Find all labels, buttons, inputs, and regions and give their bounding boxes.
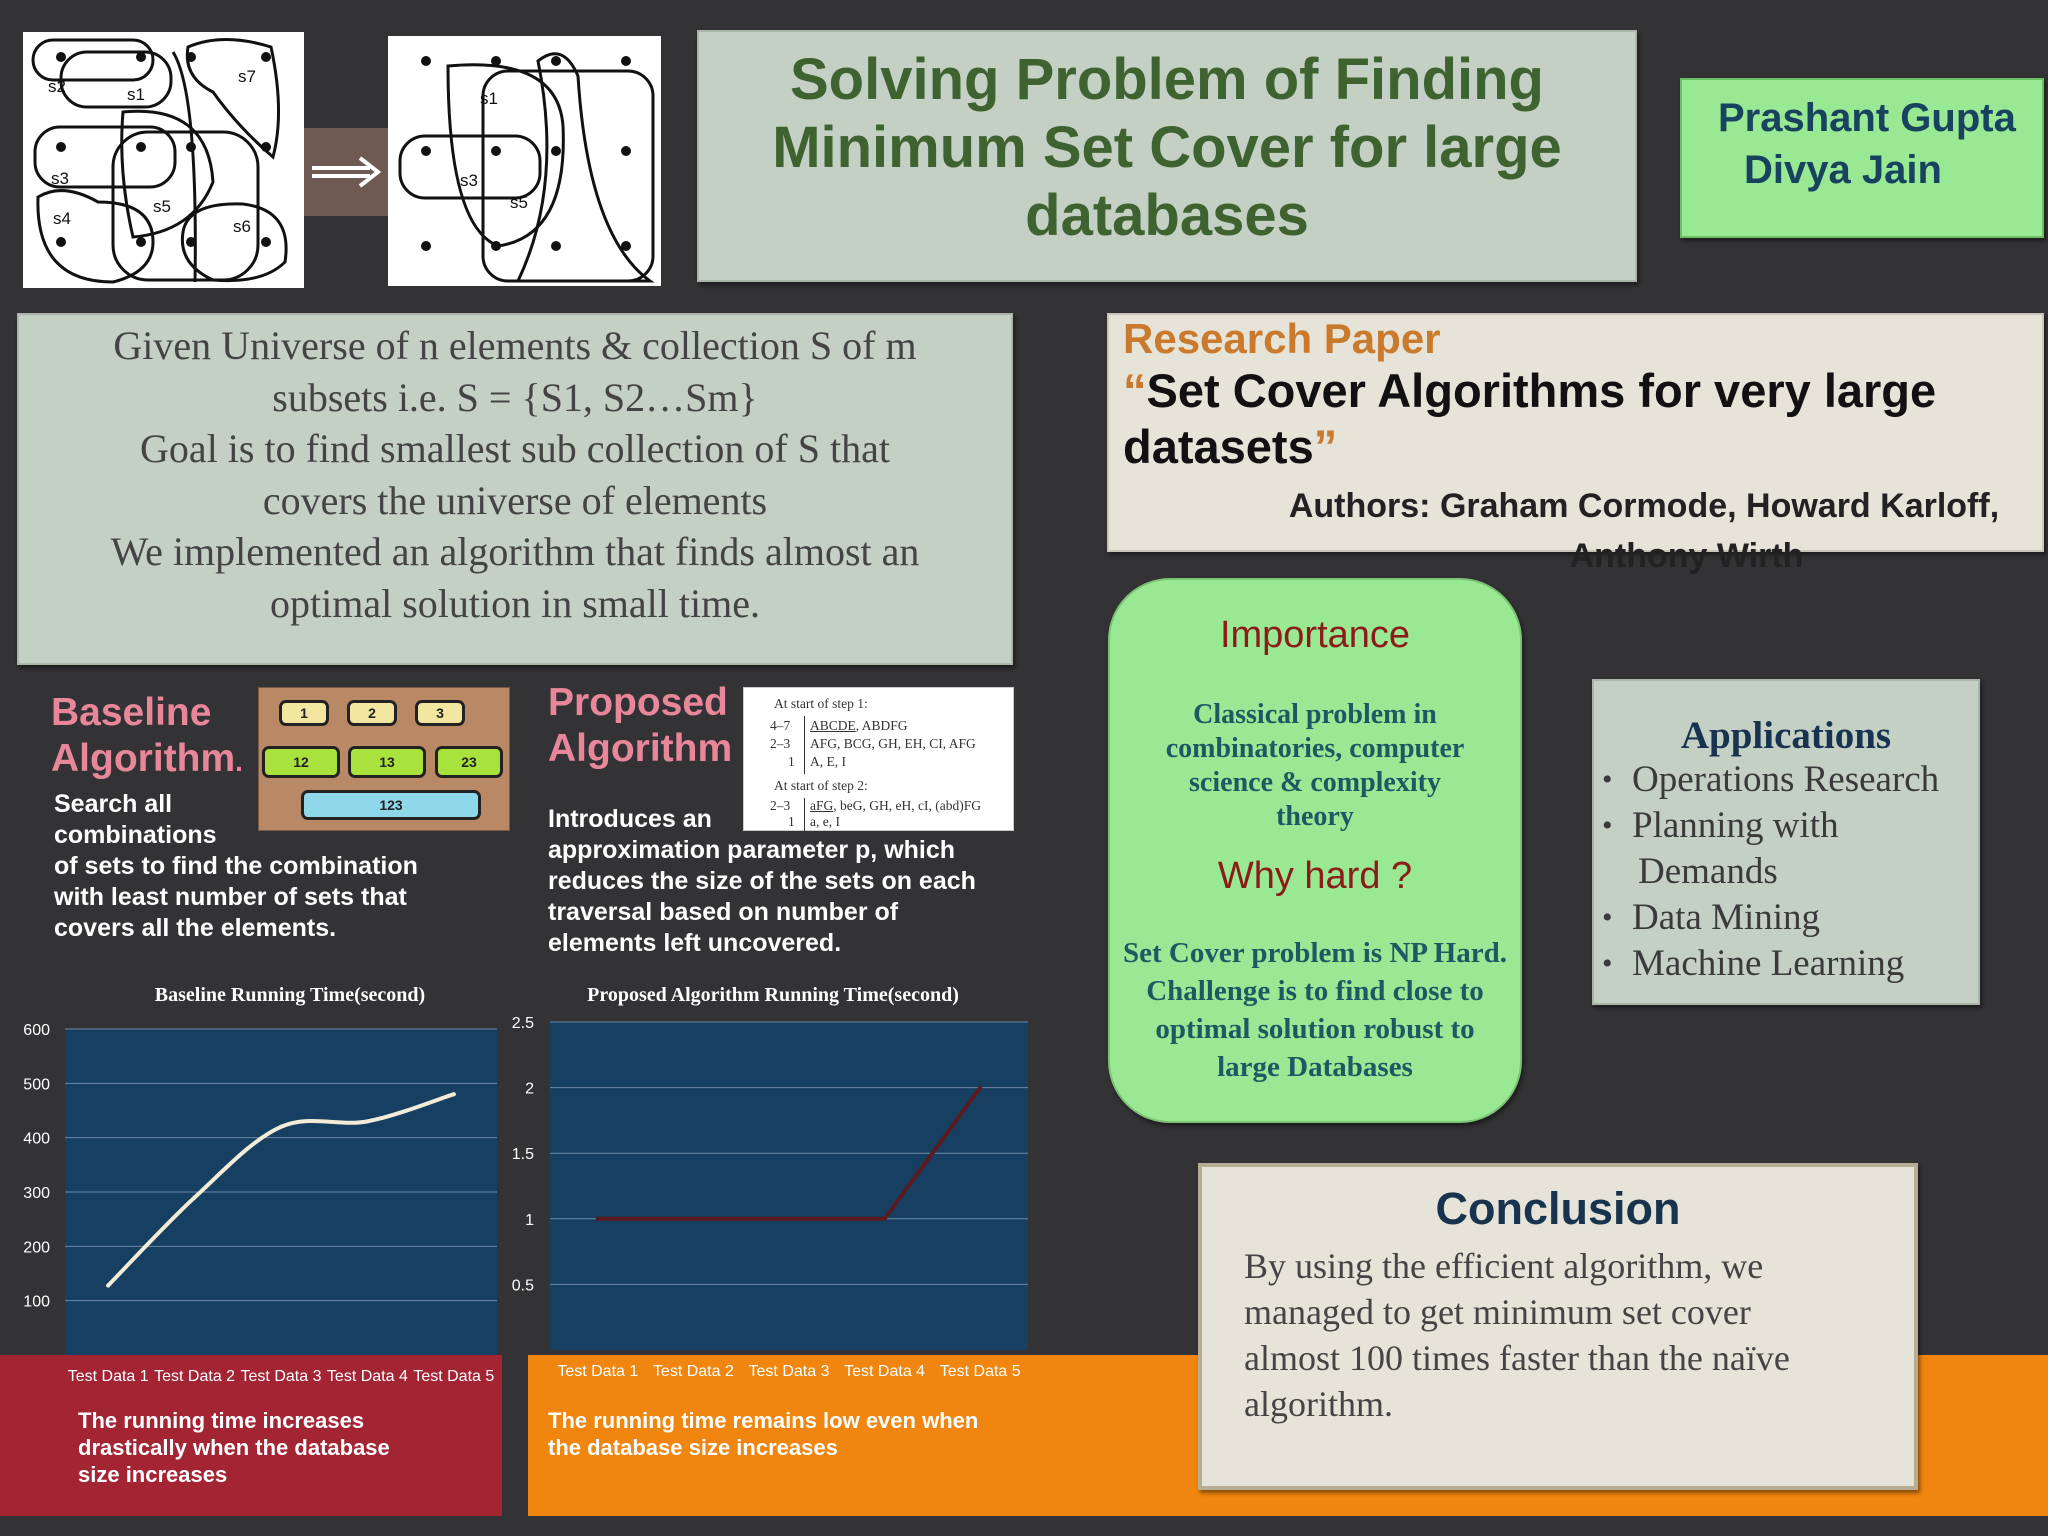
x-tick-label: Test Data 5 <box>939 1363 1021 1380</box>
set-label: s1 <box>127 85 145 104</box>
importance-line: theory <box>1276 801 1354 832</box>
y-tick-label: 0.5 <box>511 1277 534 1295</box>
baseline-note <box>78 1407 390 1488</box>
set-label: s6 <box>233 217 251 236</box>
applications-list <box>1602 757 1939 987</box>
proposed-heading-line: Proposed <box>548 681 728 724</box>
intro-line: We implemented an algorithm that finds almost an <box>110 529 920 574</box>
proposed-note-line: the database size increases <box>548 1435 838 1460</box>
data-point <box>883 1217 887 1221</box>
x-tick-label: Test Data 5 <box>413 1368 495 1385</box>
importance-heading: Importance <box>1219 614 1411 656</box>
combination-pill: 13 <box>348 746 426 778</box>
y-tick-label: 400 <box>23 1130 50 1148</box>
baseline-chart-title: Baseline Running Time(second) <box>154 984 426 1006</box>
data-point <box>106 1283 110 1287</box>
y-tick-label: 300 <box>23 1185 50 1202</box>
baseline-note-line: The running time increases <box>78 1408 365 1433</box>
trace-step-heading: At start of step 2: <box>774 778 868 793</box>
x-tick-label: Test Data 4 <box>326 1368 408 1385</box>
why-hard-line: Set Cover problem is NP Hard. <box>1123 937 1507 969</box>
paper-authors-line: Anthony Wirth <box>1569 537 1804 575</box>
intro-line: Goal is to find smallest sub collection of S that <box>140 426 890 471</box>
data-point <box>978 1086 982 1090</box>
baseline-heading-line: Baseline <box>51 691 212 734</box>
title-line: databases <box>1025 183 1309 248</box>
trace-row-label: 2–3 <box>770 798 791 813</box>
application-item: • Planning with <box>1602 803 1939 849</box>
proposed-runtime-chart <box>500 1005 1040 1385</box>
trace-row-label: 1 <box>788 814 795 829</box>
applications-box <box>1592 679 1980 1005</box>
conclusion-line: managed to get minimum set cover <box>1244 1292 1751 1332</box>
data-point <box>365 1119 369 1123</box>
combination-pill: 1 <box>279 700 329 726</box>
data-point <box>193 1195 197 1199</box>
set-label: s2 <box>48 77 66 96</box>
set-label: s7 <box>238 67 256 86</box>
set-diagram-full <box>23 32 304 288</box>
proposed-heading-line: Algorithm <box>548 727 733 770</box>
set-label: s5 <box>510 193 528 212</box>
y-tick-label: 200 <box>23 1239 50 1257</box>
x-tick-label: Test Data 1 <box>67 1368 149 1385</box>
combination-pill: 12 <box>262 746 340 778</box>
problem-statement <box>33 320 997 629</box>
combination-pill: 23 <box>435 746 503 778</box>
y-tick-label: 1 <box>525 1211 534 1229</box>
data-point <box>691 1217 695 1221</box>
trace-row-label: 1 <box>788 754 795 769</box>
importance-line: science & complexity <box>1189 767 1441 798</box>
trace-row: a, e, I <box>810 814 840 829</box>
research-paper-box <box>1107 313 2044 575</box>
intro-line: covers the universe of elements <box>262 477 768 523</box>
x-tick-label: Test Data 3 <box>240 1368 322 1385</box>
y-tick-label: 2.5 <box>511 1015 534 1032</box>
application-item: • Data Mining <box>1602 895 1939 941</box>
importance-text <box>1110 698 1520 834</box>
combination-lattice-image <box>258 687 510 831</box>
proposed-desc-line: elements left uncovered. <box>548 929 842 957</box>
research-paper-title <box>1123 363 2023 475</box>
proposed-desc-line: reduces the size of the sets on each <box>548 867 976 895</box>
set-label: s3 <box>460 171 478 190</box>
trace-row-rest: , beG, GH, eH, cI, (abd)FG <box>833 798 981 813</box>
proposed-note-line: The running time remains low even when <box>548 1408 979 1433</box>
why-hard-text <box>1110 934 1520 1086</box>
importance-line: combinatories, computer <box>1165 733 1465 764</box>
application-item: • Operations Research <box>1602 757 1939 803</box>
x-tick-label: Test Data 3 <box>748 1363 830 1380</box>
baseline-desc-line: combinations <box>54 821 217 849</box>
poster-title-box <box>697 30 1637 282</box>
set-diagram-full-graphic <box>23 32 304 288</box>
application-item-continued: Demands <box>1638 851 1778 892</box>
author-box <box>1680 78 2044 238</box>
proposed-desc-line: approximation parameter p, which <box>548 836 956 864</box>
title-line: Solving Problem of Finding <box>790 47 1544 112</box>
paper-title-text: Set Cover Algorithms for very large datasets <box>1123 364 1937 473</box>
why-hard-line: large Databases <box>1217 1051 1413 1083</box>
combination-pill: 2 <box>347 700 397 726</box>
research-paper-authors <box>1254 481 2034 581</box>
application-item: • Machine Learning <box>1602 941 1939 987</box>
trace-row: AFG, BCG, GH, EH, CI, AFG <box>810 736 976 751</box>
conclusion-box <box>1198 1163 1918 1490</box>
x-tick-label: Test Data 2 <box>154 1368 236 1385</box>
y-tick-label: 2 <box>525 1080 534 1098</box>
baseline-desc-line: with least number of sets that <box>54 883 407 911</box>
trace-chosen-set: ABCDE <box>810 718 856 733</box>
trace-row <box>810 798 981 814</box>
conclusion-text <box>1244 1243 1884 1427</box>
baseline-desc-line: of sets to find the combination <box>54 852 418 880</box>
plot-area <box>550 1022 1028 1350</box>
why-hard-line: Challenge is to find close to <box>1146 975 1484 1007</box>
trace-row: A, E, I <box>810 754 846 769</box>
set-label: s1 <box>480 89 498 108</box>
problem-statement-box <box>17 313 1013 665</box>
trace-row-label: 4–7 <box>770 718 791 733</box>
author-name: Prashant Gupta <box>1718 96 2016 140</box>
x-tick-label: Test Data 2 <box>652 1363 734 1380</box>
why-hard-heading: Why hard ? <box>1217 855 1413 897</box>
importance-line: Classical problem in <box>1193 699 1437 730</box>
proposed-heading <box>548 680 732 772</box>
importance-box <box>1108 578 1522 1123</box>
title-line: Minimum Set Cover for large <box>772 115 1562 180</box>
open-quote: “ <box>1123 364 1147 417</box>
data-point <box>596 1217 600 1221</box>
set-label: s5 <box>153 197 171 216</box>
diagram-arrow-panel <box>304 128 388 216</box>
paper-authors-line: Authors: Graham Cormode, Howard Karloff, <box>1288 487 2000 525</box>
trace-row-rest: , ABDFG <box>855 718 908 733</box>
research-paper-heading: Research Paper <box>1123 315 1441 362</box>
trace-row-label: 2–3 <box>770 736 791 751</box>
conclusion-line: almost 100 times faster than the naïve <box>1244 1338 1790 1378</box>
combination-pill: 3 <box>415 700 465 726</box>
intro-line: optimal solution in small time. <box>270 580 760 626</box>
baseline-desc-line: Search all <box>54 790 173 818</box>
set-diagram-cover <box>388 36 661 286</box>
close-quote: ” <box>1313 420 1338 473</box>
combination-pill: 123 <box>301 790 481 820</box>
x-tick-label: Test Data 1 <box>557 1363 639 1380</box>
baseline-heading-dot: . <box>235 746 243 777</box>
poster-title <box>699 46 1635 250</box>
conclusion-line: algorithm. <box>1244 1384 1393 1424</box>
trace-row <box>810 718 908 734</box>
right-arrow-icon <box>304 128 388 216</box>
trace-step-heading: At start of step 1: <box>774 696 868 711</box>
baseline-runtime-chart <box>0 1005 510 1385</box>
intro-line: Given Universe of n elements & collection S of m <box>113 323 917 368</box>
set-label: s4 <box>53 209 71 228</box>
proposed-desc-line: traversal based on number of <box>548 898 899 926</box>
trace-divider <box>804 798 805 832</box>
baseline-heading-line: Algorithm <box>51 737 236 780</box>
trace-divider <box>804 716 805 774</box>
set-label: s3 <box>51 169 69 188</box>
intro-line: subsets i.e. S = {S1, S2…Sm} <box>272 374 758 420</box>
set-diagram-cover-graphic <box>388 36 661 286</box>
author-name: Divya Jain <box>1744 148 1942 192</box>
proposed-desc-line: Introduces an <box>548 805 712 833</box>
proposed-chart-title: Proposed Algorithm Running Time(second) <box>587 984 959 1006</box>
y-tick-label: 1.5 <box>511 1146 534 1164</box>
applications-heading: Applications <box>1680 714 1892 757</box>
baseline-heading <box>51 690 243 785</box>
algorithm-trace-image <box>743 687 1014 831</box>
data-point <box>452 1092 456 1096</box>
conclusion-line: By using the efficient algorithm, we <box>1244 1246 1764 1286</box>
baseline-note-line: size increases <box>78 1462 228 1487</box>
proposed-note <box>548 1407 978 1461</box>
y-tick-label: 500 <box>23 1076 50 1094</box>
x-tick-label: Test Data 4 <box>844 1363 926 1380</box>
baseline-desc-line: covers all the elements. <box>54 914 337 942</box>
data-point <box>279 1125 283 1129</box>
y-tick-label: 100 <box>23 1293 50 1311</box>
baseline-note-line: drastically when the database <box>78 1435 390 1460</box>
why-hard-line: optimal solution robust to <box>1155 1013 1475 1045</box>
trace-chosen-set: aFG <box>810 798 834 813</box>
y-tick-label: 600 <box>23 1022 50 1039</box>
conclusion-heading: Conclusion <box>1435 1183 1681 1234</box>
data-point <box>787 1217 791 1221</box>
